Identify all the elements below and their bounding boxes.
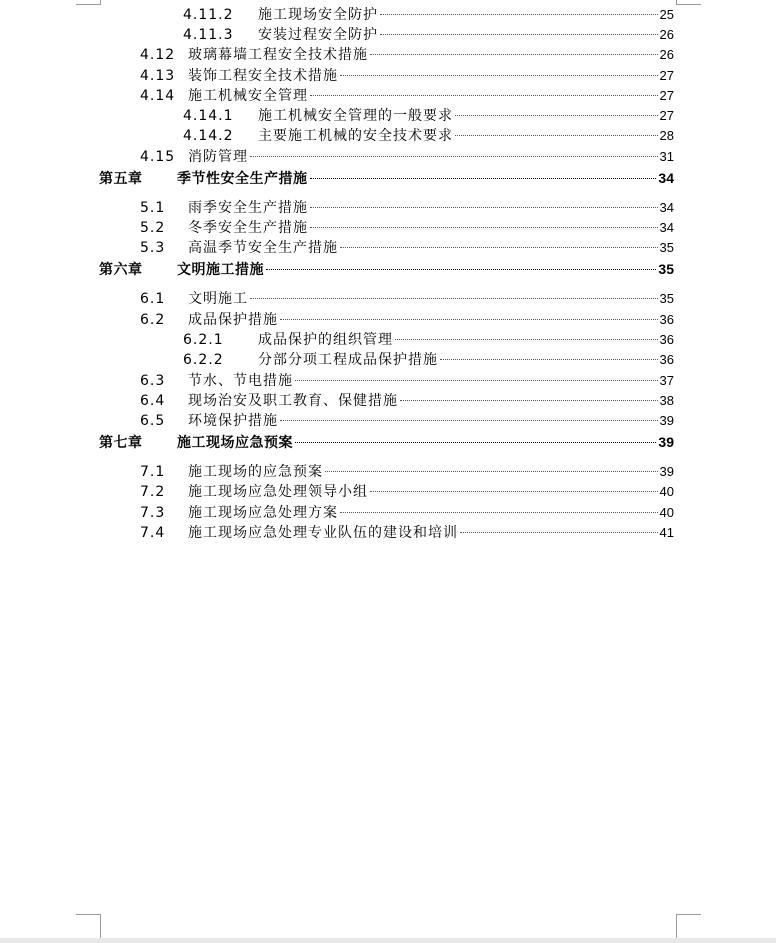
toc-entry[interactable] <box>140 411 674 431</box>
toc-title: 主要施工机械的安全技术要求 <box>258 128 453 144</box>
toc-entry[interactable] <box>140 289 674 309</box>
toc-dot-leader <box>250 156 658 157</box>
toc-page-number: 35 <box>658 261 674 277</box>
toc-entry[interactable] <box>140 147 674 167</box>
crop-mark-bottom-left <box>76 914 101 939</box>
toc-dot-leader <box>295 380 658 381</box>
toc-number: 5.2 <box>140 220 166 236</box>
toc-page-number: 26 <box>659 27 674 42</box>
toc-number: 6.4 <box>140 393 166 409</box>
toc-page-number: 41 <box>659 525 674 540</box>
toc-title: 现场治安及职工教育、保健措施 <box>188 393 398 409</box>
toc-number: 第六章 <box>99 262 143 278</box>
toc-dot-leader <box>295 442 656 443</box>
toc-page-number: 27 <box>659 108 674 123</box>
toc-page-number: 40 <box>659 505 674 520</box>
toc-title: 施工现场安全防护 <box>258 7 378 23</box>
toc-entry[interactable] <box>140 45 674 65</box>
toc-page-number: 27 <box>659 68 674 83</box>
toc-page-number: 35 <box>659 291 674 306</box>
toc-number: 7.1 <box>140 464 166 480</box>
toc-dot-leader <box>395 339 658 340</box>
toc-number: 6.2 <box>140 312 166 328</box>
toc-number: 4.14.2 <box>183 128 234 144</box>
toc-entry[interactable] <box>140 66 674 86</box>
toc-dot-leader <box>370 54 658 55</box>
toc-page-number: 31 <box>659 149 674 164</box>
toc-page-number: 27 <box>659 88 674 103</box>
toc-entry[interactable] <box>140 371 674 391</box>
toc-title: 装饰工程安全技术措施 <box>188 68 338 84</box>
toc-dot-leader <box>380 14 658 15</box>
toc-entry[interactable] <box>140 523 674 543</box>
toc-dot-leader <box>340 512 658 513</box>
toc-dot-leader <box>310 227 658 228</box>
toc-page-number: 35 <box>659 240 674 255</box>
toc-entry[interactable] <box>140 198 674 218</box>
toc-number: 4.15 <box>140 149 176 165</box>
toc-page-number: 39 <box>658 434 674 450</box>
toc-title: 施工机械安全管理的一般要求 <box>258 108 453 124</box>
toc-entry[interactable] <box>140 86 674 106</box>
toc-dot-leader <box>310 207 658 208</box>
toc-title: 环境保护措施 <box>188 413 278 429</box>
toc-entry[interactable] <box>140 391 674 411</box>
toc-number: 4.11.2 <box>183 7 234 23</box>
toc-number: 7.3 <box>140 505 166 521</box>
crop-mark-bottom-right <box>676 914 701 939</box>
toc-title: 文明施工措施 <box>177 262 264 278</box>
toc-dot-leader <box>280 420 658 421</box>
toc-page-number: 36 <box>659 332 674 347</box>
toc-number: 第五章 <box>99 171 143 187</box>
toc-title: 季节性安全生产措施 <box>177 171 308 187</box>
toc-entry[interactable] <box>140 503 674 523</box>
toc-number: 4.12 <box>140 47 176 63</box>
toc-dot-leader <box>250 298 658 299</box>
toc-dot-leader <box>340 247 658 248</box>
toc-title: 分部分项工程成品保护措施 <box>258 352 438 368</box>
toc-dot-leader <box>280 319 658 320</box>
toc-page-number: 25 <box>659 7 674 22</box>
toc-chapter-entry[interactable] <box>99 168 674 188</box>
toc-title: 高温季节安全生产措施 <box>188 240 338 256</box>
toc-title: 成品保护的组织管理 <box>258 332 393 348</box>
toc-title: 施工机械安全管理 <box>188 88 308 104</box>
toc-entry[interactable] <box>183 330 674 350</box>
toc-number: 6.2.1 <box>183 332 224 348</box>
page-gap <box>0 938 776 943</box>
toc-number: 5.1 <box>140 200 166 216</box>
toc-entry[interactable] <box>140 310 674 330</box>
toc-dot-leader <box>340 75 658 76</box>
toc-number: 6.2.2 <box>183 352 224 368</box>
toc-title: 消防管理 <box>188 149 248 165</box>
toc-number: 7.4 <box>140 525 166 541</box>
toc-title: 施工现场应急处理领导小组 <box>188 484 368 500</box>
toc-entry[interactable] <box>140 462 674 482</box>
toc-dot-leader <box>455 135 658 136</box>
toc-entry[interactable] <box>140 238 674 258</box>
toc-title: 施工现场应急处理专业队伍的建设和培训 <box>188 525 458 541</box>
toc-title: 节水、节电措施 <box>188 373 293 389</box>
toc-number: 6.5 <box>140 413 166 429</box>
toc-chapter-entry[interactable] <box>99 259 674 279</box>
toc-dot-leader <box>370 491 658 492</box>
toc-page-number: 34 <box>659 220 674 235</box>
toc-chapter-entry[interactable] <box>99 432 674 452</box>
toc-dot-leader <box>455 115 658 116</box>
toc-title: 安装过程安全防护 <box>258 27 378 43</box>
toc-page-number: 39 <box>659 464 674 479</box>
toc-title: 成品保护措施 <box>188 312 278 328</box>
toc-page-number: 37 <box>659 373 674 388</box>
toc-title: 雨季安全生产措施 <box>188 200 308 216</box>
toc-dot-leader <box>310 95 658 96</box>
toc-number: 4.14 <box>140 88 176 104</box>
toc-entry[interactable] <box>140 482 674 502</box>
toc-page-number: 38 <box>659 393 674 408</box>
crop-mark-top-right <box>676 0 701 5</box>
toc-page-number: 26 <box>659 47 674 62</box>
toc-number: 第七章 <box>99 435 143 451</box>
toc-number: 6.1 <box>140 291 166 307</box>
toc-number: 6.3 <box>140 373 166 389</box>
toc-entry[interactable] <box>183 126 674 146</box>
toc-page-number: 40 <box>659 484 674 499</box>
toc-title: 施工现场应急处理方案 <box>188 505 338 521</box>
toc-title: 文明施工 <box>188 291 248 307</box>
toc-title: 冬季安全生产措施 <box>188 220 308 236</box>
toc-dot-leader <box>325 471 658 472</box>
toc-page-number: 28 <box>659 128 674 143</box>
toc-dot-leader <box>310 178 657 179</box>
toc-dot-leader <box>400 400 658 401</box>
toc-title: 施工现场应急预案 <box>177 435 293 451</box>
toc-page-number: 34 <box>658 170 674 186</box>
toc-entry[interactable] <box>140 218 674 238</box>
toc-page-number: 34 <box>659 200 674 215</box>
toc-entry[interactable] <box>183 5 674 25</box>
toc-number: 4.11.3 <box>183 27 234 43</box>
toc-entry[interactable] <box>183 25 674 45</box>
toc-page-number: 36 <box>659 312 674 327</box>
toc-entry[interactable] <box>183 350 674 370</box>
toc-title: 施工现场的应急预案 <box>188 464 323 480</box>
toc-page-number: 36 <box>659 352 674 367</box>
toc-dot-leader <box>380 34 658 35</box>
toc-dot-leader <box>266 269 656 270</box>
toc-dot-leader <box>440 359 658 360</box>
toc-number: 5.3 <box>140 240 166 256</box>
toc-page-number: 39 <box>659 413 674 428</box>
crop-mark-top-left <box>76 0 101 5</box>
toc-title: 玻璃幕墙工程安全技术措施 <box>188 47 368 63</box>
toc-number: 4.13 <box>140 68 176 84</box>
toc-dot-leader <box>460 532 658 533</box>
toc-number: 7.2 <box>140 484 166 500</box>
toc-number: 4.14.1 <box>183 108 234 124</box>
toc-entry[interactable] <box>183 106 674 126</box>
